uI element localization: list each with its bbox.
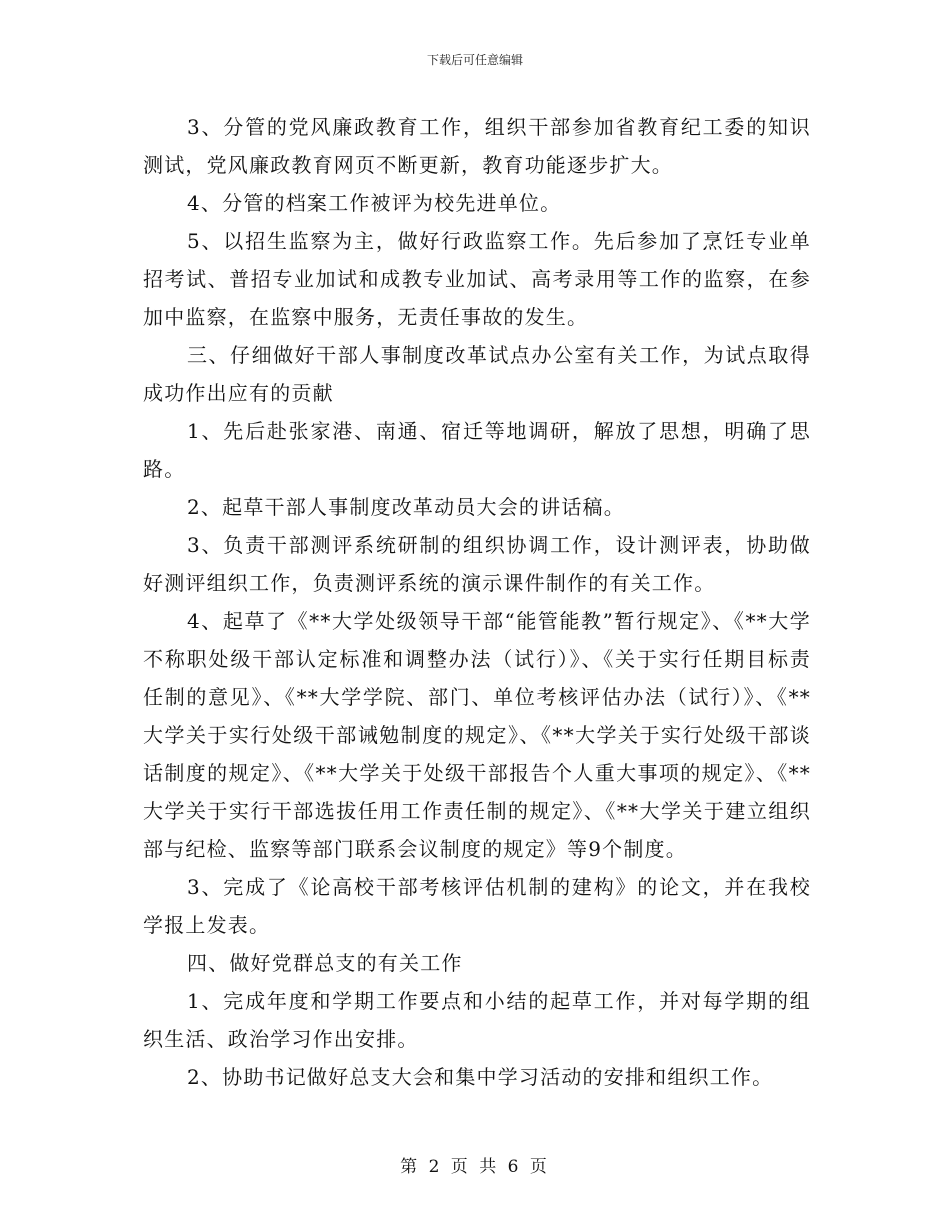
paragraph-1: 3、分管的党风廉政教育工作，组织干部参加省教育纪工委的知识测试，党风廉政教育网页不断更新，教育功能逐步扩大。	[143, 115, 811, 177]
paragraph-4: 1、先后赴张家港、南通、宿迁等地调研，解放了思想，明确了思路。	[143, 419, 811, 481]
paragraph-2: 4、分管的档案工作被评为校先进单位。	[187, 191, 562, 215]
page-footer: 第 2 页 共 6 页	[400, 1157, 550, 1177]
paragraph-8: 3、完成了《论高校干部考核评估机制的建构》的论文，并在我校学报上发表。	[143, 875, 811, 937]
document-body	[143, 108, 811, 1096]
paragraph-5: 2、起草干部人事制度改革动员大会的讲话稿。	[187, 495, 625, 519]
paragraph-10: 2、协助书记做好总支大会和集中学习活动的安排和组织工作。	[187, 1065, 774, 1089]
section-heading-4: 四、做好党群总支的有关工作	[187, 951, 463, 975]
paragraph-9: 1、完成年度和学期工作要点和小结的起草工作，并对每学期的组织生活、政治学习作出安排。	[143, 989, 811, 1051]
section-heading-3: 三、仔细做好干部人事制度改革试点办公室有关工作，为试点取得成功作出应有的贡献	[143, 343, 811, 405]
page-header: 下载后可任意编辑	[426, 53, 523, 67]
paragraph-7: 4、起草了《**大学处级领导干部“能管能教”暂行规定》、《**大学不称职处级干部认定标准和调整办法（试行）》、《关于实行任期目标责任制的意见》、《**大学学院、部门、单位考核评估办法（试行）》、《**大学关于实行处级干部诫勉制度的规定》、《**大学关于实行处级干部谈话制度的规定》、《**大学关于处级干部报告个人重大事项的规定》、《**大学关于实行干部选拔任用工作责任制的规定》、《**大学关于建立组织部与纪检、监察等部门联系会议制度的规定》等9个制度。	[143, 609, 811, 861]
paragraph-3: 5、以招生监察为主，做好行政监察工作。先后参加了烹饪专业单招考试、普招专业加试和成教专业加试、高考录用等工作的监察，在参加中监察，在监察中服务，无责任事故的发生。	[143, 229, 811, 329]
paragraph-6: 3、负责干部测评系统研制的组织协调工作，设计测评表，协助做好测评组织工作，负责测评系统的演示课件制作的有关工作。	[143, 533, 811, 595]
